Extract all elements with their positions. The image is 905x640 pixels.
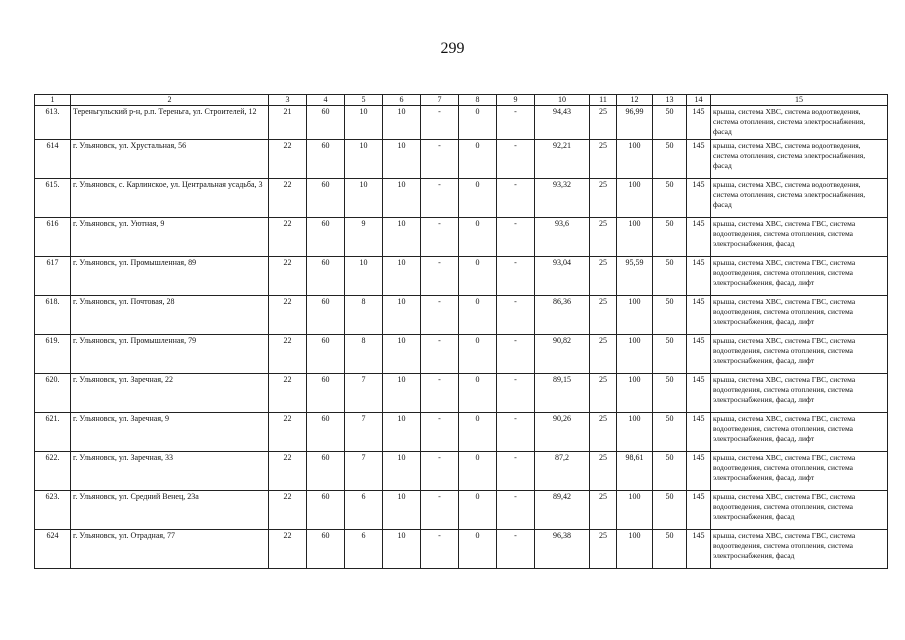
col-9-cell: - <box>497 140 535 179</box>
column-header: 11 <box>590 95 617 106</box>
col-7-cell: - <box>421 530 459 569</box>
column-header: 13 <box>653 95 687 106</box>
row-number-cell: 614 <box>35 140 71 179</box>
col-6-cell: 10 <box>383 335 421 374</box>
col-9-cell: - <box>497 179 535 218</box>
address-cell: г. Ульяновск, ул. Промышленная, 79 <box>71 335 269 374</box>
col-12-cell: 100 <box>617 335 653 374</box>
col-5-cell: 8 <box>345 296 383 335</box>
col-11-cell: 25 <box>590 296 617 335</box>
repair-works-cell: крыша, система ХВС, система ГВС, система водоотведения, система отопления, система электроснабжения, фасад <box>711 530 888 569</box>
col-3-cell: 22 <box>269 179 307 218</box>
col-3-cell: 21 <box>269 106 307 140</box>
col-9-cell: - <box>497 296 535 335</box>
row-number-cell: 617 <box>35 257 71 296</box>
housing-repair-table <box>34 94 888 569</box>
address-cell: г. Ульяновск, с. Карлинское, ул. Центральная усадьба, 3 <box>71 179 269 218</box>
col-6-cell: 10 <box>383 491 421 530</box>
col-14-cell: 145 <box>687 491 711 530</box>
col-5-cell: 9 <box>345 218 383 257</box>
col-12-cell: 96,99 <box>617 106 653 140</box>
col-11-cell: 25 <box>590 491 617 530</box>
col-13-cell: 50 <box>653 296 687 335</box>
col-3-cell: 22 <box>269 140 307 179</box>
col-4-cell: 60 <box>307 452 345 491</box>
address-cell: г. Ульяновск, ул. Отрадная, 77 <box>71 530 269 569</box>
col-14-cell: 145 <box>687 257 711 296</box>
col-10-cell: 93,32 <box>535 179 590 218</box>
col-7-cell: - <box>421 257 459 296</box>
col-3-cell: 22 <box>269 257 307 296</box>
table-row <box>35 218 888 257</box>
table-row <box>35 452 888 491</box>
col-12-cell: 100 <box>617 374 653 413</box>
col-14-cell: 145 <box>687 106 711 140</box>
col-14-cell: 145 <box>687 296 711 335</box>
col-8-cell: 0 <box>459 106 497 140</box>
col-11-cell: 25 <box>590 106 617 140</box>
column-header: 6 <box>383 95 421 106</box>
table-row <box>35 530 888 569</box>
table-row <box>35 335 888 374</box>
col-5-cell: 8 <box>345 335 383 374</box>
col-6-cell: 10 <box>383 140 421 179</box>
col-4-cell: 60 <box>307 530 345 569</box>
column-header: 2 <box>71 95 269 106</box>
table-row <box>35 257 888 296</box>
col-9-cell: - <box>497 106 535 140</box>
col-4-cell: 60 <box>307 413 345 452</box>
col-13-cell: 50 <box>653 374 687 413</box>
col-5-cell: 6 <box>345 491 383 530</box>
column-header: 5 <box>345 95 383 106</box>
repair-works-cell: крыша, система ХВС, система ГВС, система водоотведения, система отопления, система электроснабжения, фасад <box>711 491 888 530</box>
col-9-cell: - <box>497 218 535 257</box>
col-10-cell: 86,36 <box>535 296 590 335</box>
address-cell: г. Ульяновск, ул. Заречная, 9 <box>71 413 269 452</box>
col-12-cell: 100 <box>617 218 653 257</box>
address-cell: г. Ульяновск, ул. Заречная, 33 <box>71 452 269 491</box>
col-7-cell: - <box>421 179 459 218</box>
col-3-cell: 22 <box>269 296 307 335</box>
table-row <box>35 374 888 413</box>
col-5-cell: 7 <box>345 452 383 491</box>
address-cell: г. Ульяновск, ул. Почтовая, 28 <box>71 296 269 335</box>
row-number-cell: 618. <box>35 296 71 335</box>
col-8-cell: 0 <box>459 335 497 374</box>
col-4-cell: 60 <box>307 335 345 374</box>
col-7-cell: - <box>421 413 459 452</box>
col-11-cell: 25 <box>590 257 617 296</box>
row-number-cell: 619. <box>35 335 71 374</box>
row-number-cell: 615. <box>35 179 71 218</box>
col-12-cell: 98,61 <box>617 452 653 491</box>
col-4-cell: 60 <box>307 296 345 335</box>
col-4-cell: 60 <box>307 179 345 218</box>
col-7-cell: - <box>421 296 459 335</box>
col-8-cell: 0 <box>459 491 497 530</box>
col-6-cell: 10 <box>383 374 421 413</box>
repair-works-cell: крыша, система ХВС, система ГВС, система водоотведения, система отопления, система электроснабжения, фасад <box>711 218 888 257</box>
col-12-cell: 100 <box>617 530 653 569</box>
column-header: 14 <box>687 95 711 106</box>
col-10-cell: 89,42 <box>535 491 590 530</box>
row-number-cell: 616 <box>35 218 71 257</box>
col-11-cell: 25 <box>590 335 617 374</box>
col-3-cell: 22 <box>269 413 307 452</box>
col-9-cell: - <box>497 374 535 413</box>
repair-works-cell: крыша, система ХВС, система ГВС, система водоотведения, система отопления, система электроснабжения, фасад, лифт <box>711 296 888 335</box>
col-3-cell: 22 <box>269 530 307 569</box>
col-6-cell: 10 <box>383 179 421 218</box>
col-13-cell: 50 <box>653 218 687 257</box>
col-9-cell: - <box>497 335 535 374</box>
table-row <box>35 179 888 218</box>
col-13-cell: 50 <box>653 413 687 452</box>
repair-works-cell: крыша, система ХВС, система ГВС, система водоотведения, система отопления, система электроснабжения, фасад, лифт <box>711 413 888 452</box>
col-6-cell: 10 <box>383 296 421 335</box>
col-7-cell: - <box>421 106 459 140</box>
repair-works-cell: крыша, система ХВС, система ГВС, система водоотведения, система отопления, система электроснабжения, фасад, лифт <box>711 257 888 296</box>
column-header: 4 <box>307 95 345 106</box>
address-cell: г. Ульяновск, ул. Заречная, 22 <box>71 374 269 413</box>
col-8-cell: 0 <box>459 218 497 257</box>
col-3-cell: 22 <box>269 374 307 413</box>
column-header: 12 <box>617 95 653 106</box>
col-5-cell: 10 <box>345 140 383 179</box>
col-5-cell: 7 <box>345 374 383 413</box>
col-8-cell: 0 <box>459 296 497 335</box>
col-8-cell: 0 <box>459 257 497 296</box>
col-11-cell: 25 <box>590 452 617 491</box>
column-header: 9 <box>497 95 535 106</box>
col-3-cell: 22 <box>269 335 307 374</box>
page-number: 299 <box>440 40 465 57</box>
col-10-cell: 89,15 <box>535 374 590 413</box>
table-row <box>35 491 888 530</box>
col-6-cell: 10 <box>383 452 421 491</box>
col-14-cell: 145 <box>687 218 711 257</box>
col-10-cell: 94,43 <box>535 106 590 140</box>
address-cell: г. Ульяновск, ул. Промышленная, 89 <box>71 257 269 296</box>
repair-works-cell: крыша, система ХВС, система ГВС, система водоотведения, система отопления, система электроснабжения, фасад, лифт <box>711 374 888 413</box>
col-8-cell: 0 <box>459 374 497 413</box>
col-7-cell: - <box>421 491 459 530</box>
table-row <box>35 140 888 179</box>
col-6-cell: 10 <box>383 530 421 569</box>
col-10-cell: 93,04 <box>535 257 590 296</box>
col-4-cell: 60 <box>307 257 345 296</box>
col-13-cell: 50 <box>653 335 687 374</box>
row-number-cell: 613. <box>35 106 71 140</box>
col-13-cell: 50 <box>653 530 687 569</box>
repair-works-cell: крыша, система ХВС, система ГВС, система водоотведения, система отопления, система электроснабжения, фасад, лифт <box>711 452 888 491</box>
col-12-cell: 100 <box>617 413 653 452</box>
col-4-cell: 60 <box>307 140 345 179</box>
col-13-cell: 50 <box>653 106 687 140</box>
column-header: 7 <box>421 95 459 106</box>
row-number-cell: 623. <box>35 491 71 530</box>
row-number-cell: 620. <box>35 374 71 413</box>
col-7-cell: - <box>421 335 459 374</box>
col-3-cell: 22 <box>269 491 307 530</box>
col-7-cell: - <box>421 374 459 413</box>
col-6-cell: 10 <box>383 257 421 296</box>
col-5-cell: 10 <box>345 106 383 140</box>
col-8-cell: 0 <box>459 452 497 491</box>
col-9-cell: - <box>497 257 535 296</box>
col-10-cell: 93,6 <box>535 218 590 257</box>
table-row <box>35 413 888 452</box>
col-11-cell: 25 <box>590 530 617 569</box>
col-9-cell: - <box>497 530 535 569</box>
column-header: 10 <box>535 95 590 106</box>
col-12-cell: 100 <box>617 296 653 335</box>
col-4-cell: 60 <box>307 491 345 530</box>
row-number-cell: 624 <box>35 530 71 569</box>
column-header: 1 <box>35 95 71 106</box>
repair-works-cell: крыша, система ХВС, система водоотведения, система отопления, система электроснабжения, фасад <box>711 140 888 179</box>
col-12-cell: 95,59 <box>617 257 653 296</box>
col-13-cell: 50 <box>653 452 687 491</box>
col-4-cell: 60 <box>307 374 345 413</box>
col-9-cell: - <box>497 491 535 530</box>
col-8-cell: 0 <box>459 140 497 179</box>
col-3-cell: 22 <box>269 452 307 491</box>
col-14-cell: 145 <box>687 179 711 218</box>
col-11-cell: 25 <box>590 218 617 257</box>
col-8-cell: 0 <box>459 413 497 452</box>
col-10-cell: 87,2 <box>535 452 590 491</box>
col-5-cell: 10 <box>345 257 383 296</box>
address-cell: Тереньгульский р-н, р.п. Тереньга, ул. Строителей, 12 <box>71 106 269 140</box>
col-12-cell: 100 <box>617 491 653 530</box>
col-9-cell: - <box>497 413 535 452</box>
col-11-cell: 25 <box>590 413 617 452</box>
row-number-cell: 622. <box>35 452 71 491</box>
col-4-cell: 60 <box>307 218 345 257</box>
col-13-cell: 50 <box>653 491 687 530</box>
col-14-cell: 145 <box>687 452 711 491</box>
col-14-cell: 145 <box>687 530 711 569</box>
address-cell: г. Ульяновск, ул. Средний Венец, 23а <box>71 491 269 530</box>
col-5-cell: 6 <box>345 530 383 569</box>
column-header: 3 <box>269 95 307 106</box>
col-10-cell: 96,38 <box>535 530 590 569</box>
repair-works-cell: крыша, система ХВС, система водоотведения, система отопления, система электроснабжения, фасад <box>711 106 888 140</box>
col-10-cell: 90,26 <box>535 413 590 452</box>
col-6-cell: 10 <box>383 413 421 452</box>
table-body <box>35 106 888 569</box>
table-row <box>35 106 888 140</box>
column-header: 8 <box>459 95 497 106</box>
col-11-cell: 25 <box>590 179 617 218</box>
col-5-cell: 7 <box>345 413 383 452</box>
col-11-cell: 25 <box>590 374 617 413</box>
col-14-cell: 145 <box>687 140 711 179</box>
col-7-cell: - <box>421 218 459 257</box>
col-8-cell: 0 <box>459 530 497 569</box>
col-12-cell: 100 <box>617 140 653 179</box>
col-13-cell: 50 <box>653 179 687 218</box>
col-5-cell: 10 <box>345 179 383 218</box>
row-number-cell: 621. <box>35 413 71 452</box>
col-10-cell: 92,21 <box>535 140 590 179</box>
col-14-cell: 145 <box>687 374 711 413</box>
col-13-cell: 50 <box>653 257 687 296</box>
col-11-cell: 25 <box>590 140 617 179</box>
col-7-cell: - <box>421 452 459 491</box>
table-row <box>35 296 888 335</box>
col-13-cell: 50 <box>653 140 687 179</box>
col-14-cell: 145 <box>687 335 711 374</box>
col-6-cell: 10 <box>383 218 421 257</box>
col-8-cell: 0 <box>459 179 497 218</box>
col-12-cell: 100 <box>617 179 653 218</box>
col-7-cell: - <box>421 140 459 179</box>
col-6-cell: 10 <box>383 106 421 140</box>
column-header: 15 <box>711 95 888 106</box>
repair-works-cell: крыша, система ХВС, система ГВС, система водоотведения, система отопления, система электроснабжения, фасад, лифт <box>711 335 888 374</box>
col-14-cell: 145 <box>687 413 711 452</box>
col-10-cell: 90,82 <box>535 335 590 374</box>
address-cell: г. Ульяновск, ул. Хрустальная, 56 <box>71 140 269 179</box>
repair-works-cell: крыша, система ХВС, система водоотведения, система отопления, система электроснабжения, фасад <box>711 179 888 218</box>
address-cell: г. Ульяновск, ул. Уютная, 9 <box>71 218 269 257</box>
col-3-cell: 22 <box>269 218 307 257</box>
col-4-cell: 60 <box>307 106 345 140</box>
header-row <box>35 95 888 106</box>
col-9-cell: - <box>497 452 535 491</box>
